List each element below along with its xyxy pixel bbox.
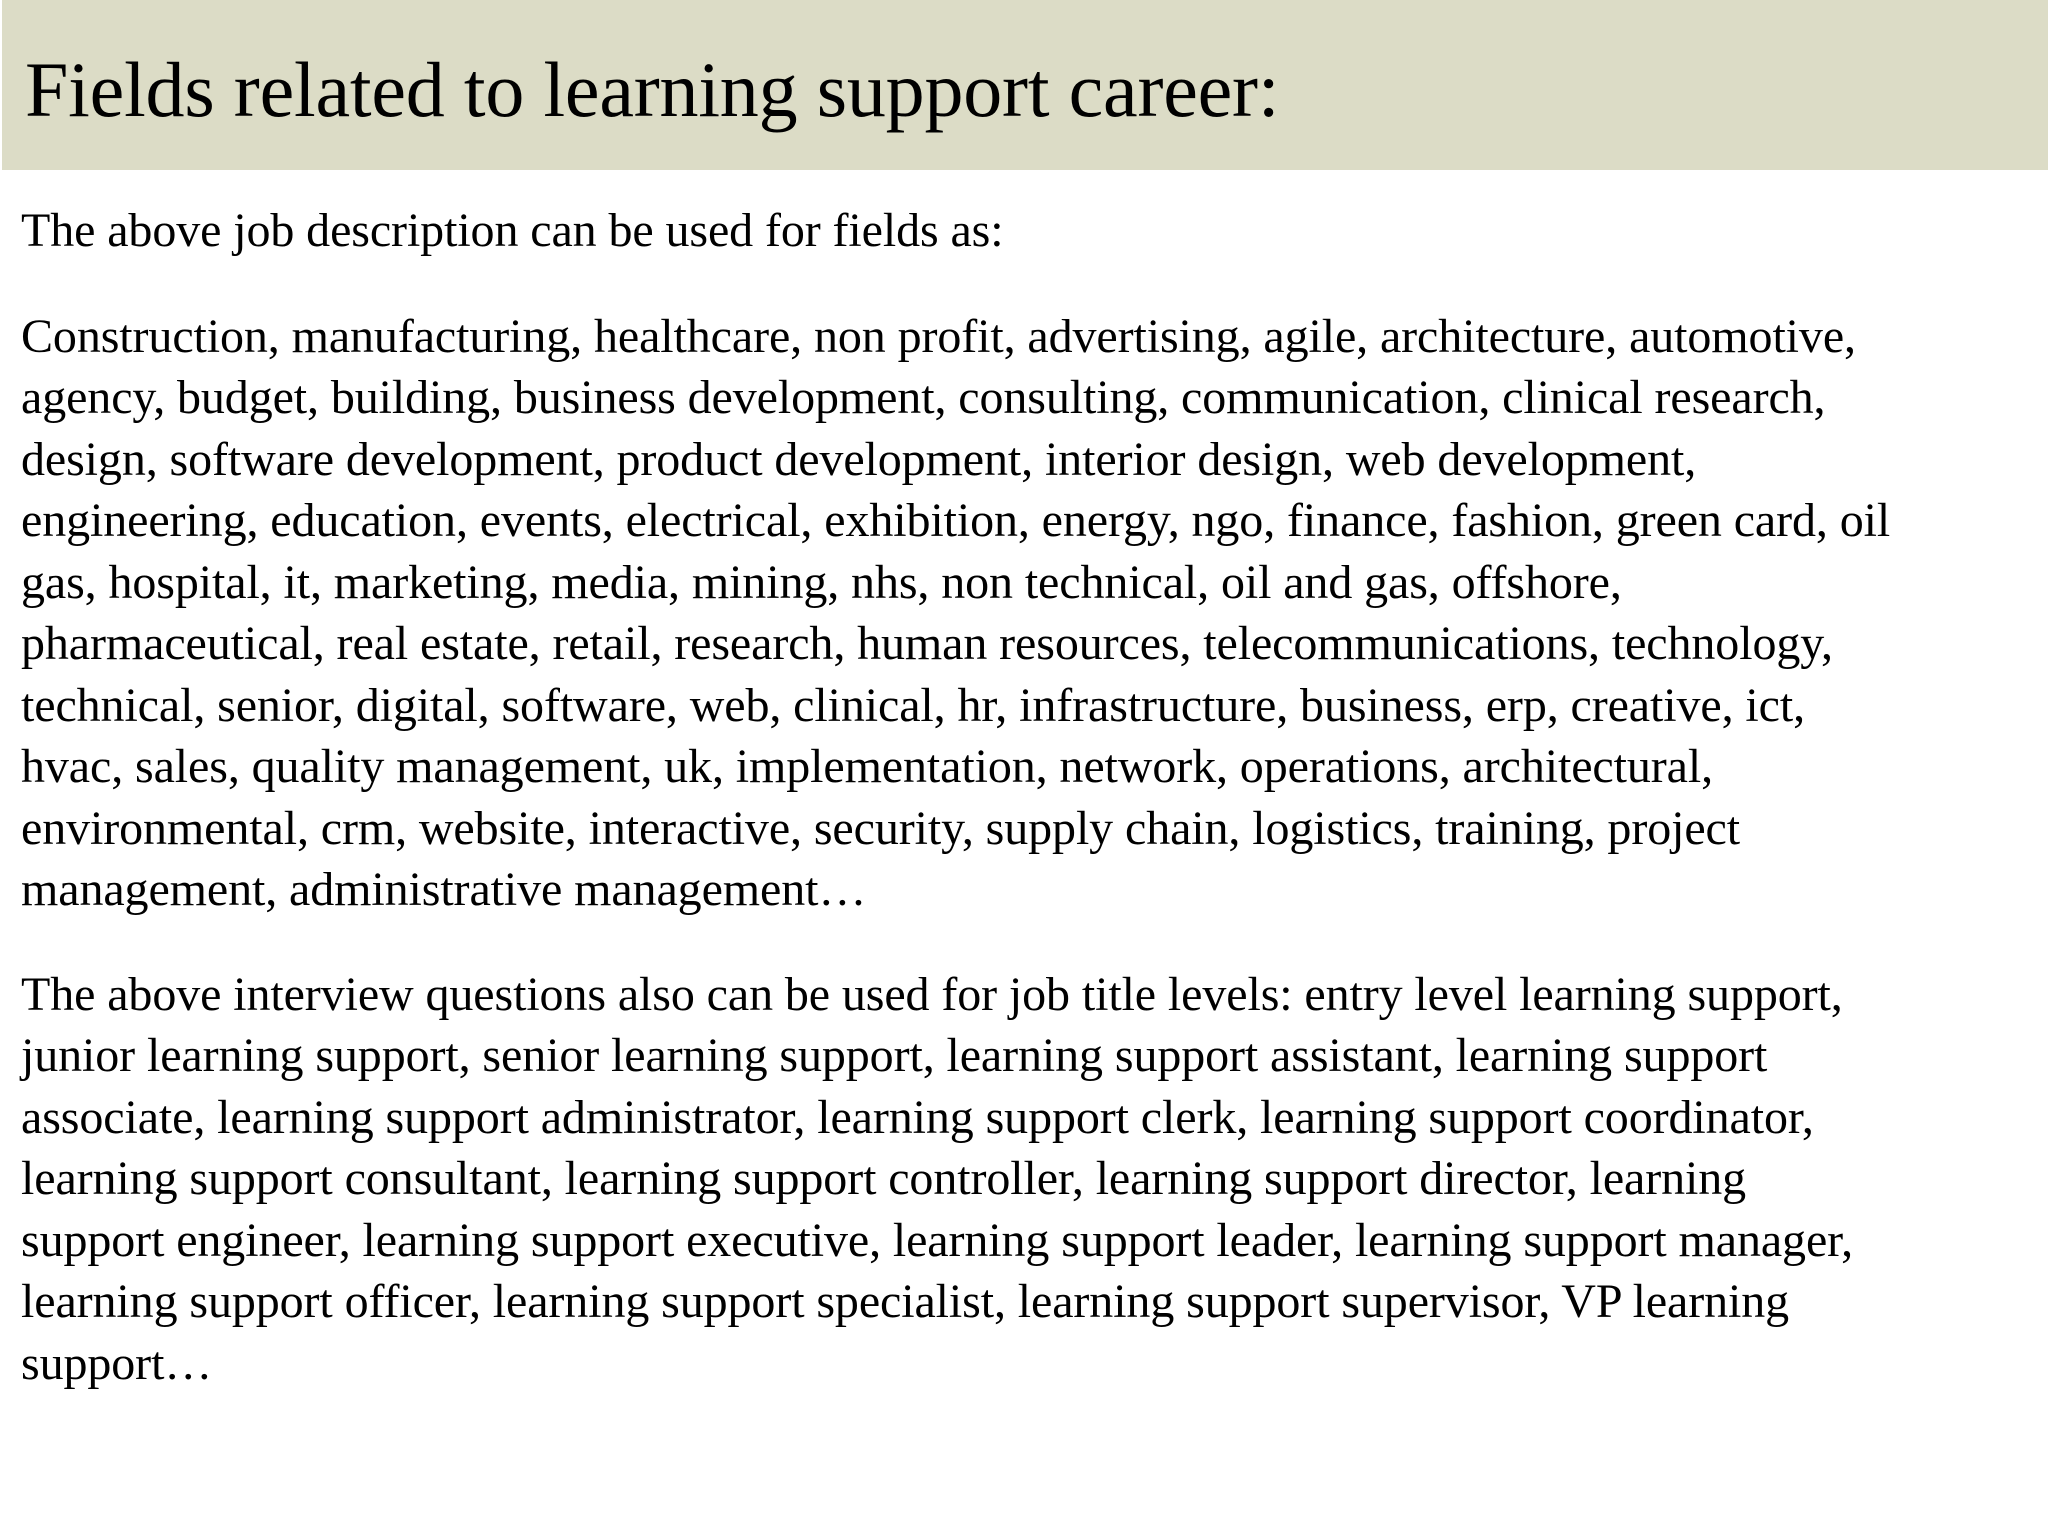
- slide-body: [21, 200, 2033, 1394]
- intro-paragraph: The above job description can be used for fields as:: [21, 204, 1004, 257]
- fields-line: technical, senior, digital, software, web, clinical, hr, infrastructure, business, erp, creative, ict,: [21, 678, 1805, 732]
- levels-line: The above interview questions also can be used for job title levels: entry level learning support,: [21, 967, 1843, 1021]
- fields-line: environmental, crm, website, interactive, security, supply chain, logistics, training, project: [21, 801, 1740, 855]
- fields-line: pharmaceutical, real estate, retail, research, human resources, telecommunications, technology,: [21, 617, 1833, 670]
- levels-line: support…: [21, 1336, 213, 1390]
- fields-line: gas, hospital, it, marketing, media, mining, nhs, non technical, oil and gas, offshore,: [21, 555, 1622, 609]
- levels-line: associate, learning support administrator, learning support clerk, learning support coordinator,: [21, 1090, 1814, 1144]
- fields-line: Construction, manufacturing, healthcare, non profit, advertising, agile, architecture, automotive,: [21, 309, 1856, 363]
- levels-line: learning support consultant, learning support controller, learning support director, learning: [21, 1152, 1747, 1205]
- fields-line: management, administrative management…: [21, 863, 867, 916]
- fields-line: engineering, education, events, electrical, exhibition, energy, ngo, finance, fashion, green card, oil: [21, 494, 1891, 547]
- fields-paragraph: [21, 306, 2033, 921]
- title-band: [2, 0, 2048, 170]
- fields-line: hvac, sales, quality management, uk, implementation, network, operations, architectural,: [21, 740, 1713, 793]
- fields-line: agency, budget, building, business development, consulting, communication, clinical research,: [21, 371, 1826, 424]
- fields-line: design, software development, product development, interior design, web development,: [21, 432, 1697, 486]
- levels-line: learning support officer, learning support specialist, learning support supervisor, VP learning: [21, 1275, 1790, 1328]
- slide-title: Fields related to learning support career:: [25, 46, 1280, 133]
- job-levels-paragraph: [21, 964, 2033, 1395]
- levels-line: junior learning support, senior learning support, learning support assistant, learning support: [21, 1029, 1768, 1082]
- levels-line: support engineer, learning support executive, learning support leader, learning support manager,: [21, 1213, 1854, 1267]
